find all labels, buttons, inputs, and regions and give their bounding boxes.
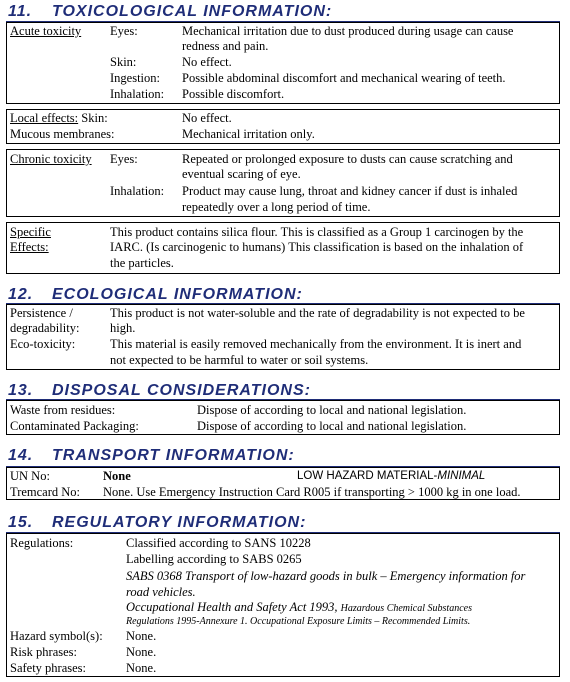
eco-toxicity-label: Eco-toxicity:: [10, 337, 76, 351]
regulation-item: Regulations 1995-Annexure 1. Occupational Exposure Limits – Recommended Limits.: [126, 616, 471, 627]
chronic-inhalation-text: repeatedly over a long period of time.: [182, 200, 371, 214]
skin-label: Skin:: [110, 55, 137, 69]
hazard-symbol-value: None.: [126, 629, 157, 643]
un-number-value: None: [103, 469, 131, 483]
section-title: REGULATORY INFORMATION:: [52, 514, 307, 531]
ingestion-label: Ingestion:: [110, 71, 160, 85]
risk-phrases-label: Risk phrases:: [10, 645, 78, 659]
tremcard-text: None. Use Emergency Instruction Card R005 if transporting > 1000 kg in one load.: [103, 485, 521, 499]
regulation-item: SABS 0368 Transport of low-hazard goods in bulk – Emergency information for: [126, 569, 526, 583]
specific-effects-label: Specific: [10, 225, 51, 239]
safety-phrases-value: None.: [126, 661, 157, 675]
section-14-heading: [8, 447, 295, 465]
section-number: 14.: [8, 447, 34, 464]
hazard-class-text: [297, 469, 485, 484]
packaging-label: Contaminated Packaging:: [10, 419, 139, 433]
regulation-item: road vehicles.: [126, 585, 196, 599]
section-12-heading: [8, 286, 303, 304]
chronic-toxicity-label: Chronic toxicity: [10, 152, 92, 166]
inhalation-label: Inhalation:: [110, 184, 165, 198]
local-skin-text: No effect.: [182, 111, 232, 125]
persistence-label: Persistence /: [10, 306, 73, 320]
section-number: 15.: [8, 514, 34, 531]
risk-phrases-value: None.: [126, 645, 157, 659]
eco-toxicity-text: not expected to be harmful to water or soil systems.: [110, 353, 369, 367]
waste-label: Waste from residues:: [10, 403, 116, 417]
mucous-membranes-text: Mechanical irritation only.: [182, 127, 315, 141]
section-15-heading: [8, 514, 306, 532]
section-number: 13.: [8, 382, 34, 399]
waste-text: Dispose of according to local and national legislation.: [197, 403, 467, 417]
eco-toxicity-text: This material is easily removed mechanically from the environment. It is inert and: [110, 337, 522, 351]
local-effects-label: Local effects:: [10, 111, 79, 125]
section-title: TRANSPORT INFORMATION:: [52, 447, 295, 464]
section-11-heading: [8, 3, 332, 21]
acute-eyes-text: redness and pain.: [182, 39, 269, 53]
section-number: 11.: [8, 3, 33, 20]
chronic-inhalation-text: Product may cause lung, throat and kidney cancer if dust is inhaled: [182, 184, 518, 198]
persistence-text: high.: [110, 321, 136, 335]
mucous-membranes-label: Mucous membranes:: [10, 127, 115, 141]
section-title: DISPOSAL CONSIDERATIONS:: [52, 382, 311, 399]
specific-effects-label: Effects:: [10, 240, 49, 254]
un-number-label: UN No:: [10, 469, 50, 483]
section-13-heading: [8, 382, 311, 400]
degradability-label: degradability:: [10, 321, 80, 335]
specific-effects-text: the particles.: [110, 256, 174, 270]
acute-eyes-text: Mechanical irritation due to dust produced during usage can cause: [182, 24, 514, 38]
inhalation-label: Inhalation:: [110, 87, 165, 101]
acute-skin-text: No effect.: [182, 55, 232, 69]
regulation-subtitle: Hazardous Chemical Substances: [340, 603, 472, 614]
packaging-text: Dispose of according to local and national legislation.: [197, 419, 467, 433]
regulation-item: Classified according to SANS 10228: [126, 536, 311, 550]
hazard-class-main: LOW HAZARD MATERIAL-: [297, 470, 438, 482]
eyes-label: Eyes:: [110, 152, 138, 166]
specific-effects-text: This product contains silica flour. This is classified as a Group 1 carcinogen by the: [110, 225, 524, 239]
hazard-symbol-label: Hazard symbol(s):: [10, 629, 103, 643]
acute-toxicity-label: Acute toxicity: [10, 24, 82, 38]
local-effects-row: [10, 111, 108, 126]
section-number: 12.: [8, 286, 34, 303]
skin-label: Skin:: [81, 111, 108, 125]
eyes-label: Eyes:: [110, 24, 138, 38]
ingestion-text: Possible abdominal discomfort and mechanical wearing of teeth.: [182, 71, 506, 85]
section-title: TOXICOLOGICAL INFORMATION:: [52, 3, 333, 20]
hazard-class-qualifier: MINIMAL: [437, 470, 486, 482]
safety-phrases-label: Safety phrases:: [10, 661, 87, 675]
section-title: ECOLOGICAL INFORMATION:: [52, 286, 303, 303]
acute-inhalation-text: Possible discomfort.: [182, 87, 285, 101]
persistence-text: This product is not water-soluble and the rate of degradability is not expected to be: [110, 306, 525, 320]
chronic-eyes-text: Repeated or prolonged exposure to dusts can cause scratching and: [182, 152, 513, 166]
tremcard-label: Tremcard No:: [10, 485, 81, 499]
chronic-eyes-text: eventual scaring of eye.: [182, 167, 301, 181]
specific-effects-text: IARC. (Is carcinogenic to humans) This classification is based on the inhalation of: [110, 240, 524, 254]
regulation-act: Occupational Health and Safety Act 1993,: [126, 600, 338, 614]
regulation-item: Labelling according to SABS 0265: [126, 552, 302, 566]
regulations-label: Regulations:: [10, 536, 74, 550]
